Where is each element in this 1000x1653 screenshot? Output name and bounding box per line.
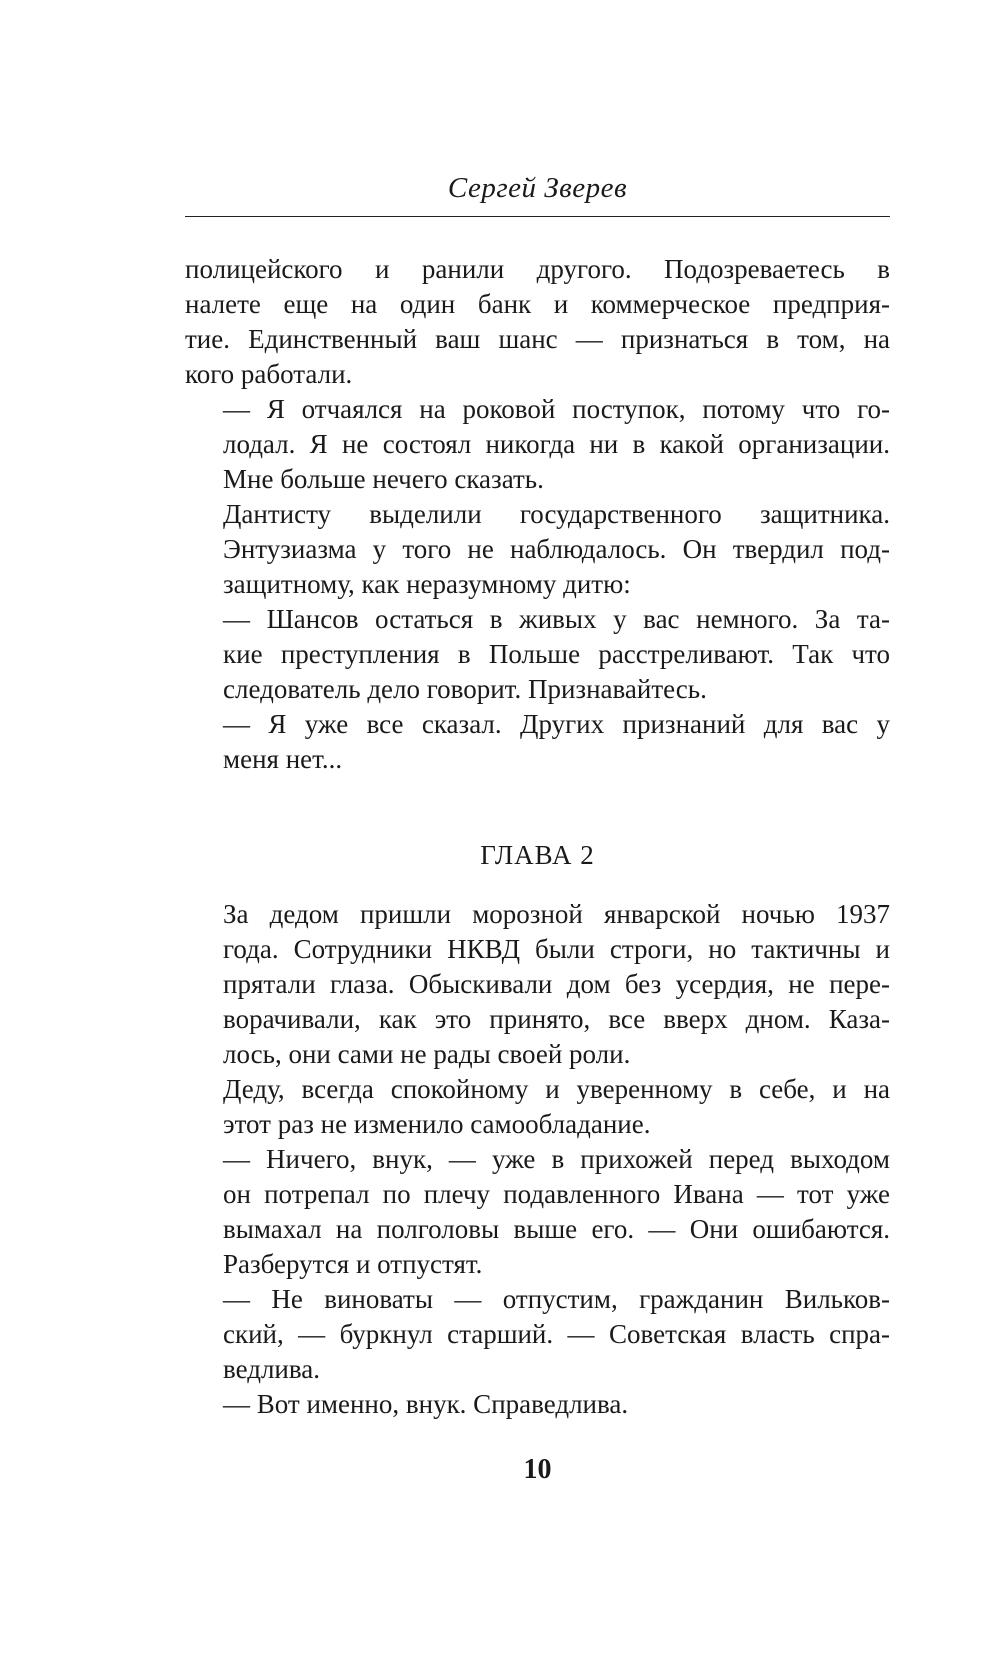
text-line: — Не виноваты — отпустим, гражданин Вильков- [223, 1284, 890, 1314]
paragraph [185, 497, 890, 602]
text-line: следователь дело говорит. Признавайтесь. [223, 674, 707, 704]
text-line: Дантисту выделили государственного защитника. [223, 499, 890, 529]
text-line: прятали глаза. Обыскивали дом без усердия, не пере- [223, 969, 890, 999]
text-line: тие. Единственный ваш шанс — признаться в том, на [185, 324, 890, 354]
paragraph [185, 897, 890, 1072]
text-line: ведлива. [223, 1354, 321, 1384]
text-line: кого работали. [185, 359, 353, 389]
text-line: полицейского и ранили другого. Подозреваетесь в [185, 254, 890, 284]
text-line: Деду, всегда спокойному и уверенному в себе, и на [223, 1074, 890, 1104]
text-line: Энтузиазма у того не наблюдалось. Он твердил под- [223, 534, 890, 564]
text-line: кие преступления в Польше расстреливают. Так что [223, 639, 890, 669]
chapter-title: ГЛАВА 2 [480, 840, 595, 870]
paragraph [185, 252, 890, 392]
text-line: Разберутся и отпустят. [223, 1249, 483, 1279]
paragraph [185, 1387, 890, 1422]
text-line: ский, — буркнул старший. — Советская власть спра- [223, 1319, 890, 1349]
text-line: лодал. Я не состоял никогда ни в какой организации. [223, 429, 890, 459]
text-line: — Ничего, внук, — уже в прихожей перед выходом [223, 1144, 890, 1174]
page-number: 10 [523, 1454, 552, 1485]
text-line: налете еще на один банк и коммерческое предприя- [185, 289, 890, 319]
body-text-top [185, 252, 890, 777]
paragraph [185, 707, 890, 777]
text-line: вымахал на полголовы выше его. — Они ошибаются. [223, 1214, 890, 1244]
text-line: ворачивали, как это принято, все вверх дном. Каза- [223, 1004, 890, 1034]
paragraph [185, 602, 890, 707]
body-text-chapter [185, 897, 890, 1422]
paragraph [185, 1072, 890, 1142]
paragraph [185, 1142, 890, 1282]
text-line: Мне больше нечего сказать. [223, 464, 544, 494]
text-line: — Я уже все сказал. Других признаний для вас у [223, 709, 890, 739]
text-line: За дедом пришли морозной январской ночью 1937 [223, 899, 890, 929]
text-line: защитному, как неразумному дитю: [223, 569, 631, 599]
text-line: он потрепал по плечу подавленного Ивана — тот уже [223, 1179, 890, 1209]
text-line: — Я отчаялся на роковой поступок, потому что го- [223, 394, 890, 424]
text-line: лось, они сами не рады своей роли. [223, 1039, 631, 1069]
header-rule [185, 216, 890, 217]
running-head-author: Сергей Зверев [447, 172, 628, 204]
text-line: года. Сотрудники НКВД были строги, но тактичны и [223, 934, 890, 964]
text-line: меня нет... [223, 744, 343, 774]
text-line: этот раз не изменило самообладание. [223, 1109, 651, 1139]
paragraph [185, 392, 890, 497]
text-line: — Шансов остаться в живых у вас немного. За та- [223, 604, 890, 634]
paragraph [185, 1282, 890, 1387]
text-line: — Вот именно, внук. Справедлива. [223, 1389, 629, 1419]
